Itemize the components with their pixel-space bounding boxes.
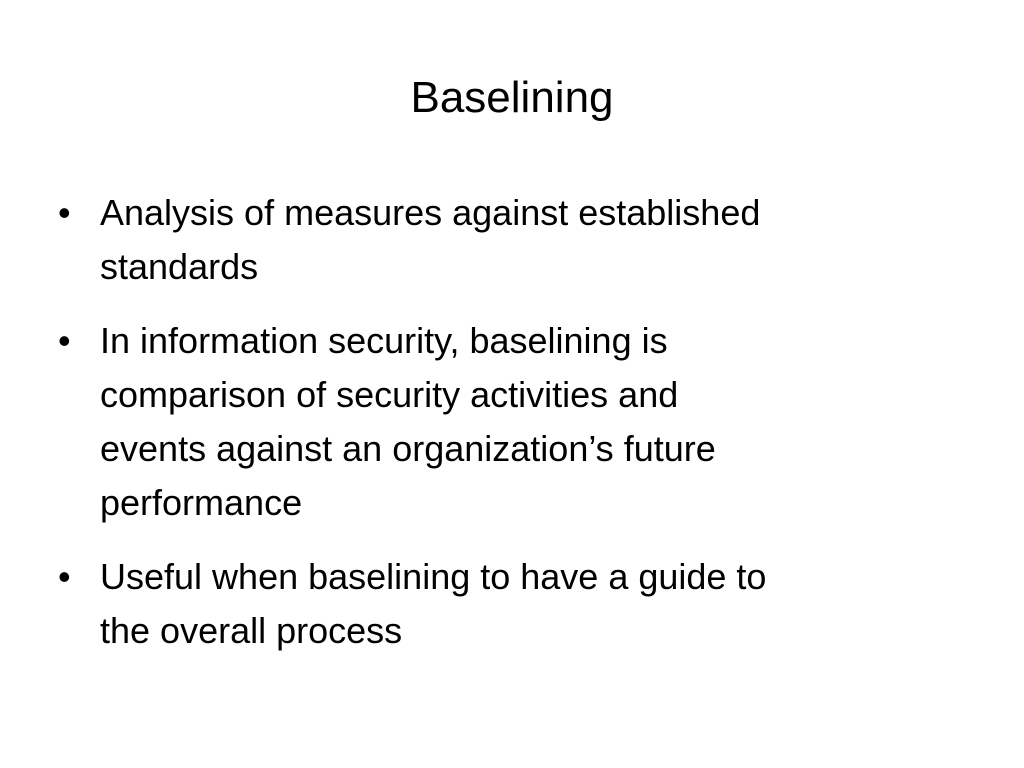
bullet-text-line: the overall process: [100, 610, 403, 651]
bullet-text-line: In information security, baselining is: [100, 320, 668, 361]
bullet-text-line: Analysis of measures against established: [100, 192, 761, 233]
bullet-icon: •: [58, 192, 71, 233]
slide-title: Baselining: [410, 73, 614, 122]
bullet-text-line: standards: [100, 246, 259, 287]
bullet-text-line: comparison of security activities and: [100, 374, 679, 415]
bullet-item-analysis: [58, 186, 958, 294]
bullet-text-line: performance: [100, 482, 303, 523]
bullet-text-line: Useful when baselining to have a guide to: [100, 556, 767, 597]
bullet-list: [58, 186, 958, 658]
bullet-item-useful: [58, 550, 958, 658]
bullet-text-line: events against an organization’s future: [100, 428, 716, 469]
bullet-icon: •: [58, 556, 71, 597]
bullet-item-information-security: [58, 314, 958, 530]
bullet-icon: •: [58, 320, 71, 361]
